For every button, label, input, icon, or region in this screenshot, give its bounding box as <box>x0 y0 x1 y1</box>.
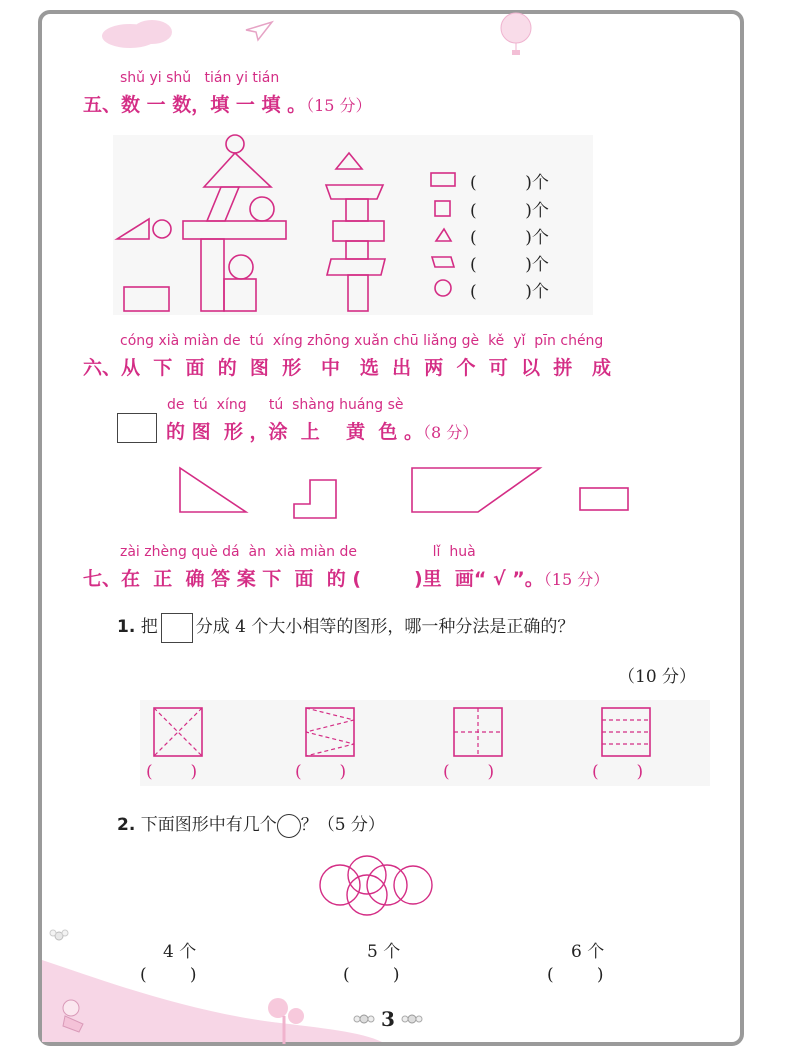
q2-option-1-label: 4 个 <box>163 942 197 962</box>
q2-option-3-paren[interactable]: ( ) <box>547 965 604 985</box>
q2-option-2-paren[interactable]: ( ) <box>343 965 400 985</box>
l-shape-option <box>294 480 336 518</box>
count-row-rectangle[interactable]: ( )个 <box>470 173 549 193</box>
right-triangle-option <box>180 468 246 512</box>
section5-score: （15 分） <box>306 96 372 115</box>
section6-pinyin-line2: de tú xíng tú shàng huáng sè <box>167 397 404 413</box>
square-inline-icon <box>161 613 193 643</box>
count-row-triangle[interactable]: ( )个 <box>470 228 549 248</box>
doll-icon <box>55 996 95 1036</box>
q2-option-1-paren[interactable]: ( ) <box>140 965 197 985</box>
section5-pinyin: shǔ yi shǔ tián yi tián <box>120 70 280 86</box>
section6-title-line2: 的 图 形 ，涂 上 黄 色 。（8 分） <box>166 421 479 443</box>
rectangle-option <box>580 488 628 510</box>
q1-answer-2[interactable]: ( ) <box>295 762 347 782</box>
q1-answer-4[interactable]: ( ) <box>592 762 644 782</box>
q1-answer-1[interactable]: ( ) <box>146 762 198 782</box>
section7-score: （15 分） <box>543 570 610 589</box>
section6-score: （8 分） <box>423 423 479 442</box>
q1-answer-3[interactable]: ( ) <box>443 762 495 782</box>
page-number-left-flower-icon <box>352 1010 376 1028</box>
count-row-square[interactable]: ( )个 <box>470 201 549 221</box>
circle-inline-icon <box>277 814 301 838</box>
overlapping-circles-figure <box>310 855 440 925</box>
top-cloud-decoration <box>100 14 180 50</box>
q2-option-3-label: 6 个 <box>571 942 605 962</box>
section5-title: 五、数 一 数，填 一 填 。（15 分） <box>83 94 372 116</box>
trapezoid-option <box>412 468 540 512</box>
question-1-score: （10 分） <box>618 667 697 687</box>
question-2: 2. 下面图形中有几个 ？（5 分） <box>117 810 385 838</box>
balloon-icon <box>498 12 534 56</box>
count-row-parallelogram[interactable]: ( )个 <box>470 255 549 275</box>
target-rectangle-box <box>117 413 157 443</box>
section7-pinyin: zài zhèng què dá àn xià miàn de lǐ huà <box>120 544 476 560</box>
section7-title: 七、在 正 确 答 案 下 面 的 ( )里 画“ √ ”。（15 分） <box>83 568 610 590</box>
q2-option-2-label: 5 个 <box>367 942 401 962</box>
question-1: 1. 把 分成 4 个大小相等的图形，哪一种分法是正确的？ <box>117 612 574 643</box>
page-number: 3 <box>381 1007 395 1031</box>
section6-title-line1: 六、从 下 面 的 图 形 中 选 出 两 个 可 以 拼 成 <box>83 357 612 379</box>
section6-shape-options <box>170 462 640 524</box>
section6-pinyin-line1: cóng xià miàn de tú xíng zhōng xuǎn chū liǎng gè kě yǐ pīn chéng <box>120 333 604 349</box>
flower-small-icon <box>48 926 70 946</box>
page-number-right-flower-icon <box>400 1010 424 1028</box>
tree-icon <box>256 994 314 1044</box>
paper-plane-icon <box>244 20 274 42</box>
count-row-circle[interactable]: ( )个 <box>470 282 549 302</box>
